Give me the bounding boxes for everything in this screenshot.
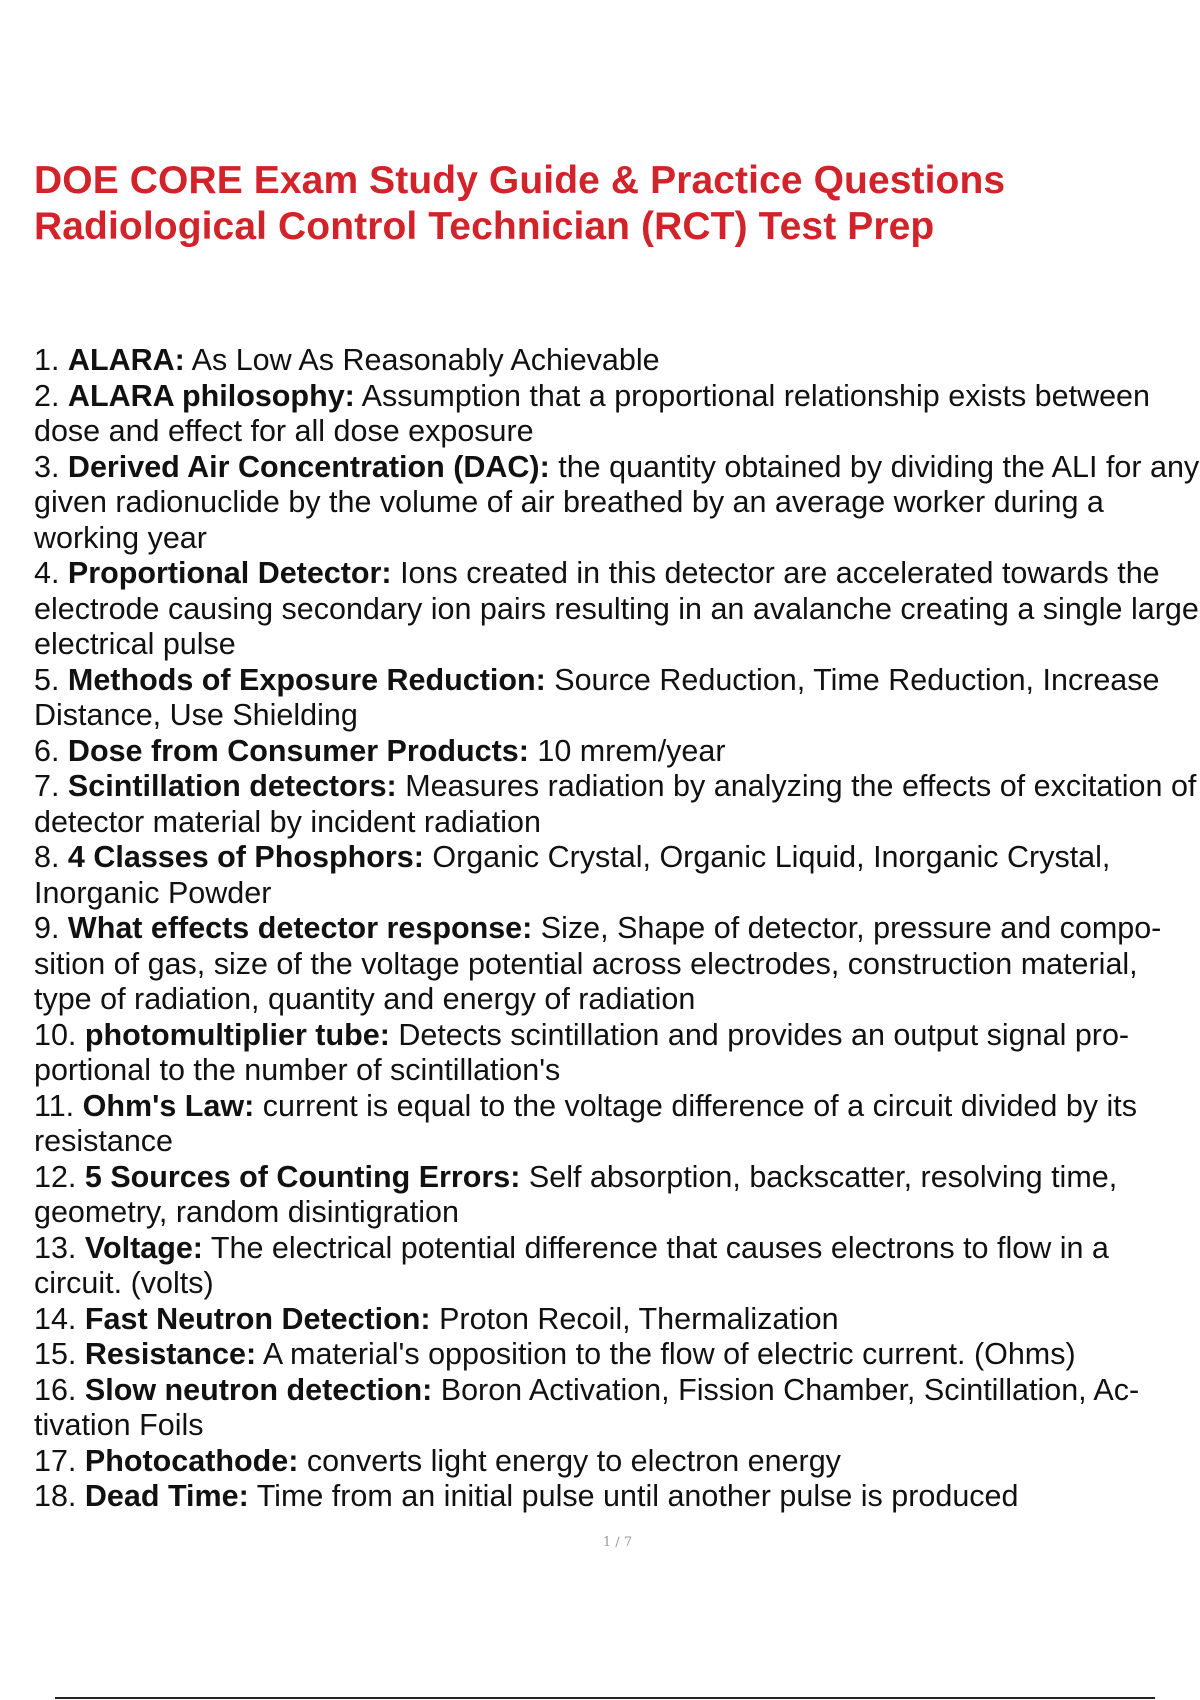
item-definition: Size, Shape of detector, pressure and compo-sition of gas, size of the voltage potential across electrodes, construction material, type of radiation, quantity and energy of radiation [34, 911, 1162, 1016]
item-term: Scintillation detectors: [67, 769, 397, 803]
document-title [34, 158, 1174, 250]
list-item [34, 911, 1200, 1018]
item-number: 13. [34, 1230, 77, 1265]
title-line-1: DOE CORE Exam Study Guide & Practice Questions [34, 159, 1006, 202]
item-number: 4. [34, 556, 60, 590]
item-definition: Self absorption, backscatter, resolving time, geometry, random disintigration [34, 1159, 1118, 1229]
item-number: 9. [34, 911, 60, 945]
item-term: Dose from Consumer Products: [67, 733, 529, 768]
item-number: 3. [34, 449, 60, 484]
item-definition: Ions created in this detector are accelerated towards the electrode causing secondary ion pairs resulting in an avalanche creating a single large electrical pulse [34, 556, 1199, 661]
item-term: ALARA philosophy: [67, 378, 355, 413]
item-term: Slow neutron detection: [84, 1372, 433, 1407]
item-definition: Boron Activation, Fission Chamber, Scintillation, Ac-tivation Foils [34, 1372, 1140, 1442]
item-term: Photocathode: [84, 1443, 299, 1478]
bottom-divider [55, 1697, 1155, 1699]
item-term: Ohm's Law: [82, 1088, 255, 1123]
title-line-2: Radiological Control Technician (RCT) Test Prep [34, 205, 935, 248]
list-item [34, 1373, 1200, 1444]
item-term: ALARA: [67, 343, 185, 377]
item-term: 4 Classes of Phosphors: [67, 840, 424, 874]
item-definition: current is equal to the voltage difference of a circuit divided by its resistance [34, 1088, 1138, 1158]
list-item [34, 663, 1200, 734]
page-number: 1 / 7 [602, 1535, 633, 1550]
list-item [34, 450, 1200, 557]
item-number: 11. [34, 1088, 75, 1123]
item-definition: the quantity obtained by dividing the ALI for any given radionuclide by the volume of air breathed by an average worker during a working year [34, 449, 1200, 555]
item-number: 10. [34, 1017, 77, 1052]
item-definition: 10 mrem/year [537, 733, 726, 768]
item-term: Resistance: [84, 1337, 257, 1371]
item-definition: Time from an initial pulse until another pulse is produced [256, 1479, 1019, 1513]
flashcard-list [34, 343, 1200, 1515]
item-number: 5. [34, 662, 60, 697]
item-term: Voltage: [84, 1230, 203, 1265]
item-definition: converts light energy to electron energy [306, 1443, 841, 1478]
item-term: Dead Time: [84, 1479, 249, 1513]
item-term: Derived Air Concentration (DAC): [67, 449, 550, 484]
item-term: What effects detector response: [67, 911, 533, 945]
list-item [34, 1479, 1200, 1515]
item-definition: Measures radiation by analyzing the effects of excitation of detector material by incident radiation [34, 769, 1197, 839]
list-item [34, 840, 1200, 911]
list-item [34, 1018, 1200, 1089]
item-number: 16. [34, 1372, 77, 1407]
item-number: 14. [34, 1301, 77, 1336]
item-number: 6. [34, 733, 60, 768]
item-definition: Organic Crystal, Organic Liquid, Inorganic Crystal, Inorganic Powder [34, 840, 1111, 910]
item-definition: Assumption that a proportional relationship exists between dose and effect for all dose exposure [34, 378, 1150, 448]
item-definition: Source Reduction, Time Reduction, Increase Distance, Use Shielding [34, 662, 1160, 732]
item-term: Methods of Exposure Reduction: [67, 662, 546, 697]
item-term: photomultiplier tube: [84, 1017, 390, 1052]
list-item [34, 556, 1200, 663]
item-definition: The electrical potential difference that causes electrons to flow in a circuit. (volts) [34, 1230, 1109, 1300]
item-definition: Detects scintillation and provides an output signal pro-portional to the number of scintillation's [34, 1017, 1130, 1087]
item-number: 18. [34, 1479, 77, 1513]
item-number: 8. [34, 840, 60, 874]
list-item [34, 1089, 1200, 1160]
item-number: 2. [34, 378, 60, 413]
item-definition: As Low As Reasonably Achievable [191, 343, 660, 377]
list-item [34, 734, 1200, 770]
item-definition: Proton Recoil, Thermalization [439, 1301, 839, 1336]
item-term: Proportional Detector: [67, 556, 392, 590]
list-item [34, 1231, 1200, 1302]
list-item [34, 379, 1200, 450]
item-number: 7. [34, 769, 60, 803]
list-item [34, 343, 1200, 379]
item-definition: A material's opposition to the flow of electric current. (Ohms) [262, 1337, 1076, 1371]
item-number: 12. [34, 1159, 77, 1194]
item-term: 5 Sources of Counting Errors: [84, 1159, 521, 1194]
list-item [34, 1444, 1200, 1480]
list-item [34, 769, 1200, 840]
list-item [34, 1160, 1200, 1231]
item-number: 1. [34, 343, 60, 377]
item-term: Fast Neutron Detection: [84, 1301, 431, 1336]
list-item [34, 1302, 1200, 1338]
item-number: 15. [34, 1337, 77, 1371]
list-item [34, 1337, 1200, 1373]
item-number: 17. [34, 1443, 77, 1478]
